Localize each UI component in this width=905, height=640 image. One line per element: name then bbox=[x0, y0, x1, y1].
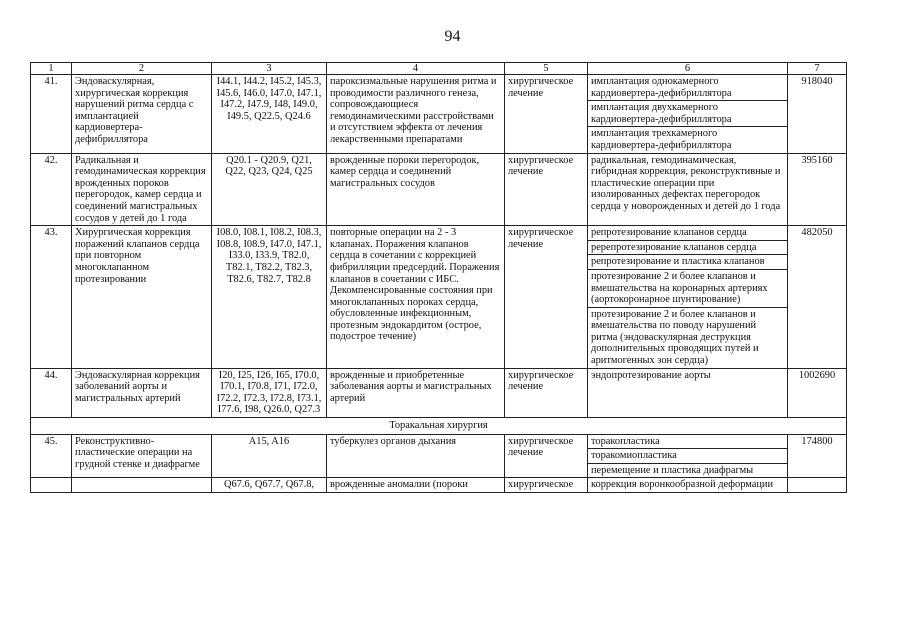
header-cell: 7 bbox=[788, 63, 847, 75]
cost bbox=[788, 478, 847, 493]
service-name: Реконструктивно-пластические операции на грудной стенке и диафрагме bbox=[72, 434, 212, 478]
patient-model: врожденные и приобретенные заболевания аорты и магистральных артерий bbox=[327, 368, 505, 417]
patient-model: пароксизмальные нарушения ритма и проводимости различного генеза, сопровождающиеся гемодинамическими расстройствами и отсутствием эффекта от лечения лекарственными препаратами bbox=[327, 75, 505, 154]
treatment-type: хирургическое лечение bbox=[505, 153, 588, 226]
page-number: 94 bbox=[444, 28, 461, 45]
service-name bbox=[72, 478, 212, 493]
service-name: Эндоваскулярная коррекция заболеваний аорты и магистральных артерий bbox=[72, 368, 212, 417]
table-row bbox=[31, 226, 847, 369]
service-name: Хирургическая коррекция поражений клапанов сердца при повторном многоклапанном протезировании bbox=[72, 226, 212, 369]
treatment-method: перемещение и пластика диафрагмы bbox=[591, 464, 754, 476]
cost: 395160 bbox=[788, 153, 847, 226]
treatment-method: торакомиопластика bbox=[588, 449, 787, 464]
treatment-methods bbox=[588, 153, 788, 226]
service-name: Радикальная и гемодинамическая коррекция врожденных пороков перегородок, камер сердца и соединений магистральных сосудов у детей до 1 года bbox=[72, 153, 212, 226]
treatment-methods bbox=[588, 226, 788, 369]
cost: 174800 bbox=[788, 434, 847, 478]
row-number: 45. bbox=[31, 434, 72, 478]
cost: 918040 bbox=[788, 75, 847, 154]
header-cell: 5 bbox=[505, 63, 588, 75]
treatment-methods bbox=[588, 368, 788, 417]
icd-codes: I20, I25, I26, I65, I70.0, I70.1, I70.8, I71, I72.0, I72.2, I72.3, I72.8, I73.1, I77.6, I98, Q26.0, Q27.3 bbox=[212, 368, 327, 417]
header-cell: 3 bbox=[212, 63, 327, 75]
treatment-method: эндопротезирование аорты bbox=[591, 369, 711, 381]
treatment-method: радикальная, гемодинамическая, гибридная коррекция, реконструктивные и пластические операции при изолированных дефектах перегородок сердца у новорожденных и детей до 1 года bbox=[591, 154, 781, 212]
icd-codes: Q67.6, Q67.7, Q67.8, bbox=[212, 478, 327, 493]
treatment-method: протезирование 2 и более клапанов и вмешательства на коронарных артериях (аортокоронарное шунтирование) bbox=[588, 270, 787, 308]
row-number: 42. bbox=[31, 153, 72, 226]
row-number: 41. bbox=[31, 75, 72, 154]
patient-model: туберкулез органов дыхания bbox=[327, 434, 505, 478]
treatment-method: репротезирование клапанов сердца bbox=[588, 226, 787, 241]
services-table bbox=[30, 62, 847, 493]
service-name: Эндоваскулярная, хирургическая коррекция нарушений ритма сердца с имплантацией кардиовертера-дефибриллятора bbox=[72, 75, 212, 154]
icd-codes: Q20.1 - Q20.9, Q21, Q22, Q23, Q24, Q25 bbox=[212, 153, 327, 226]
treatment-type: хирургическое лечение bbox=[505, 75, 588, 154]
section-row bbox=[31, 418, 847, 435]
treatment-method: имплантация однокамерного кардиовертера-дефибриллятора bbox=[588, 75, 787, 101]
treatment-type: хирургическое лечение bbox=[505, 434, 588, 478]
treatment-method: имплантация трехкамерного кардиовертера-дефибриллятора bbox=[591, 128, 732, 151]
icd-codes: A15, A16 bbox=[212, 434, 327, 478]
cost: 482050 bbox=[788, 226, 847, 369]
treatment-methods bbox=[588, 75, 788, 154]
table-row bbox=[31, 434, 847, 478]
header-cell: 2 bbox=[72, 63, 212, 75]
row-number: 43. bbox=[31, 226, 72, 369]
treatment-method: коррекция воронкообразной деформации bbox=[588, 478, 788, 493]
icd-codes: I08.0, I08.1, I08.2, I08.3, I08.8, I08.9, I47.0, I47.1, I33.0, I33.9, T82.0, T82.1, T82.2, T82.3, T82.6, T82.7, T82.8 bbox=[212, 226, 327, 369]
table-row bbox=[31, 75, 847, 154]
treatment-method: имплантация двухкамерного кардиовертера-дефибриллятора bbox=[588, 101, 787, 127]
treatment-methods bbox=[588, 434, 788, 478]
table-row bbox=[31, 478, 847, 493]
patient-model: врожденные пороки перегородок, камер сердца и соединений магистральных сосудов bbox=[327, 153, 505, 226]
patient-model: повторные операции на 2 - 3 клапанах. Поражения клапанов сердца в сочетании с коррекцией фибрилляции предсердий. Поражения клапанов в сочетании с ИБС. Декомпенсированные состояния при многоклапанных пороках сердца, обусловленные инфекционным, протезным эндокардитом (острое, подострое течение) bbox=[327, 226, 505, 369]
treatment-method: ререпротезирование клапанов сердца bbox=[588, 241, 787, 256]
treatment-type: хирургическое лечение bbox=[505, 368, 588, 417]
treatment-method: репротезирование и пластика клапанов bbox=[588, 255, 787, 270]
header-cell: 4 bbox=[327, 63, 505, 75]
patient-model: врожденные аномалии (пороки bbox=[327, 478, 505, 493]
treatment-method: торакопластика bbox=[588, 435, 787, 450]
treatment-type: хирургическое лечение bbox=[505, 226, 588, 369]
cost: 1002690 bbox=[788, 368, 847, 417]
treatment-method: протезирование 2 и более клапанов и вмешательства по поводу нарушений ритма (эндоваскулярная деструкция дополнительных проводящих путей и аритмогенных зон сердца) bbox=[591, 308, 759, 367]
header-cell: 1 bbox=[31, 63, 72, 75]
row-number: 44. bbox=[31, 368, 72, 417]
table-row bbox=[31, 368, 847, 417]
header-cell: 6 bbox=[588, 63, 788, 75]
row-number bbox=[31, 478, 72, 493]
treatment-type: хирургическое bbox=[505, 478, 588, 493]
icd-codes: I44.1, I44.2, I45.2, I45.3, I45.6, I46.0, I47.0, I47.1, I47.2, I47.9, I48, I49.0, I49.5, Q22.5, Q24.6 bbox=[212, 75, 327, 154]
section-title: Торакальная хирургия bbox=[31, 418, 847, 435]
table-row bbox=[31, 153, 847, 226]
header-row bbox=[31, 63, 847, 75]
